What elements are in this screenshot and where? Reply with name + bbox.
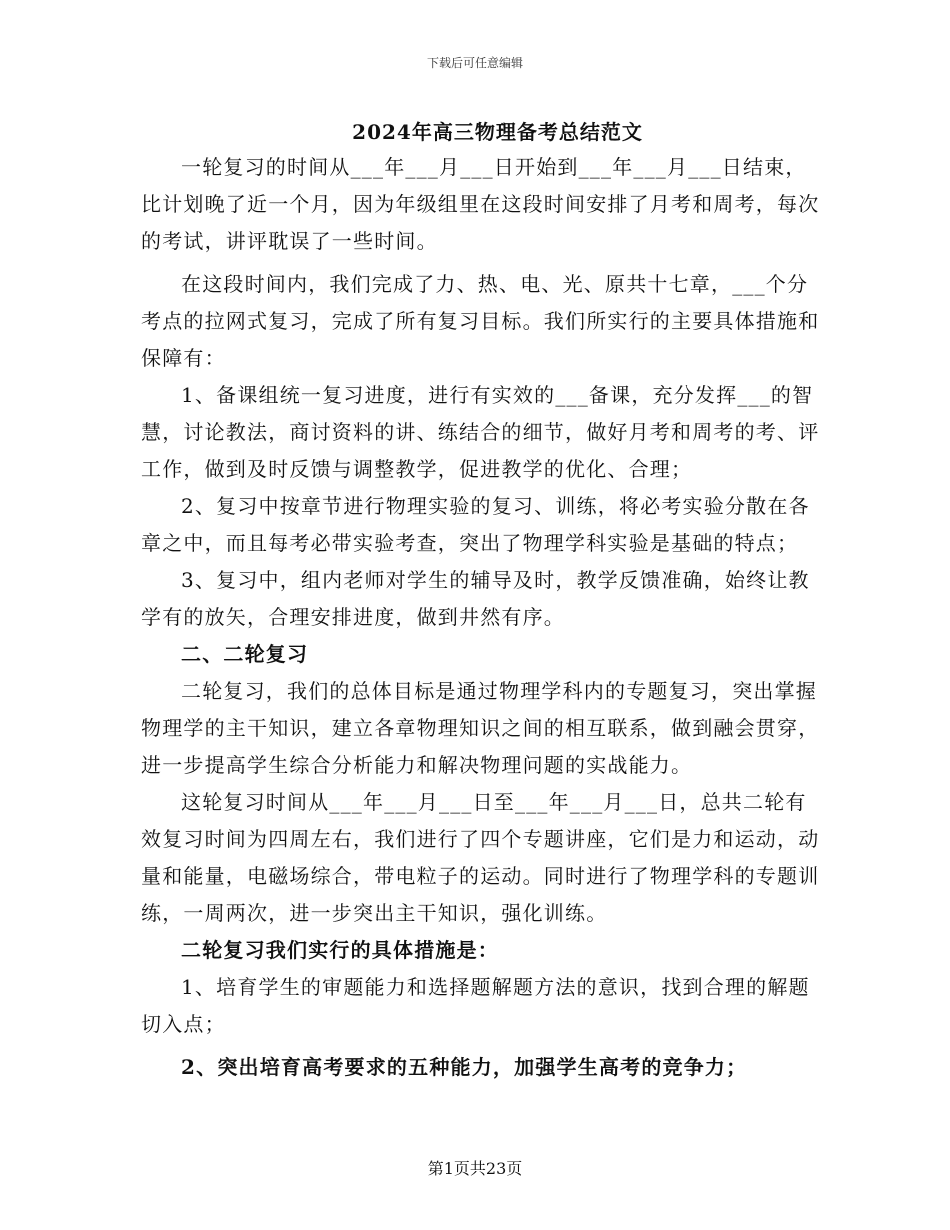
paragraph-review-scope: 在这段时间内，我们完成了力、热、电、光、原共十七章，___个分考点的拉网式复习，完成了所有复习目标。我们所实行的主要具体措施和保障有：	[141, 272, 820, 370]
paragraph-review-period: 一轮复习的时间从___年___月___日开始到___年___月___日结束，比计划晚了近一个月，因为年级组里在这段时间安排了月考和周考，每次的考试，讲评耽误了一些时间。	[141, 155, 820, 253]
paragraph-second-round-goal: 二轮复习，我们的总体目标是通过物理学科内的专题复习，突出掌握物理学的主干知识，建立各章物理知识之间的相互联系，做到融会贯穿，进一步提高学生综合分析能力和解决物理问题的实战能力。	[141, 679, 820, 777]
paragraph-measure-2: 2、复习中按章节进行物理实验的复习、训练，将必考实验分散在各章之中，而且每考必带实验考查，突出了物理学科实验是基础的特点；	[141, 494, 810, 555]
header-note: 下载后可任意编辑	[426, 56, 523, 70]
paragraph-second-measure-1: 1、培育学生的审题能力和选择题解题方法的意识，找到合理的解题切入点；	[141, 975, 810, 1036]
paragraph-measure-1: 1、备课组统一复习进度，进行有实效的___备课，充分发挥___的智慧，讨论教法，商讨资料的讲、练结合的细节，做好月考和周考的考、评工作，做到及时反馈与调整教学，促进教学的优化、合理；	[141, 383, 820, 481]
section-heading-second-round: 二、二轮复习	[181, 642, 309, 666]
document-title: 2024年高三物理备考总结范文	[352, 120, 643, 144]
subheading-second-round-measures: 二轮复习我们实行的具体措施是：	[181, 938, 499, 962]
paragraph-second-measure-2: 2、突出培育高考要求的五种能力，加强学生高考的竞争力；	[181, 1055, 748, 1079]
document-body	[141, 149, 821, 1086]
page-number-footer: 第1页共23页	[427, 1159, 523, 1178]
paragraph-second-round-time: 这轮复习时间从___年___月___日至___年___月___日，总共二轮有效复习时间为四周左右，我们进行了四个专题讲座，它们是力和运动，动量和能量，电磁场综合，带电粒子的运动。同时进行了物理学科的专题训练，一周两次，进一步突出主干知识，强化训练。	[141, 790, 820, 925]
paragraph-measure-3: 3、复习中，组内老师对学生的辅导及时，教学反馈准确，始终让教学有的放矢，合理安排进度，做到井然有序。	[141, 568, 810, 629]
